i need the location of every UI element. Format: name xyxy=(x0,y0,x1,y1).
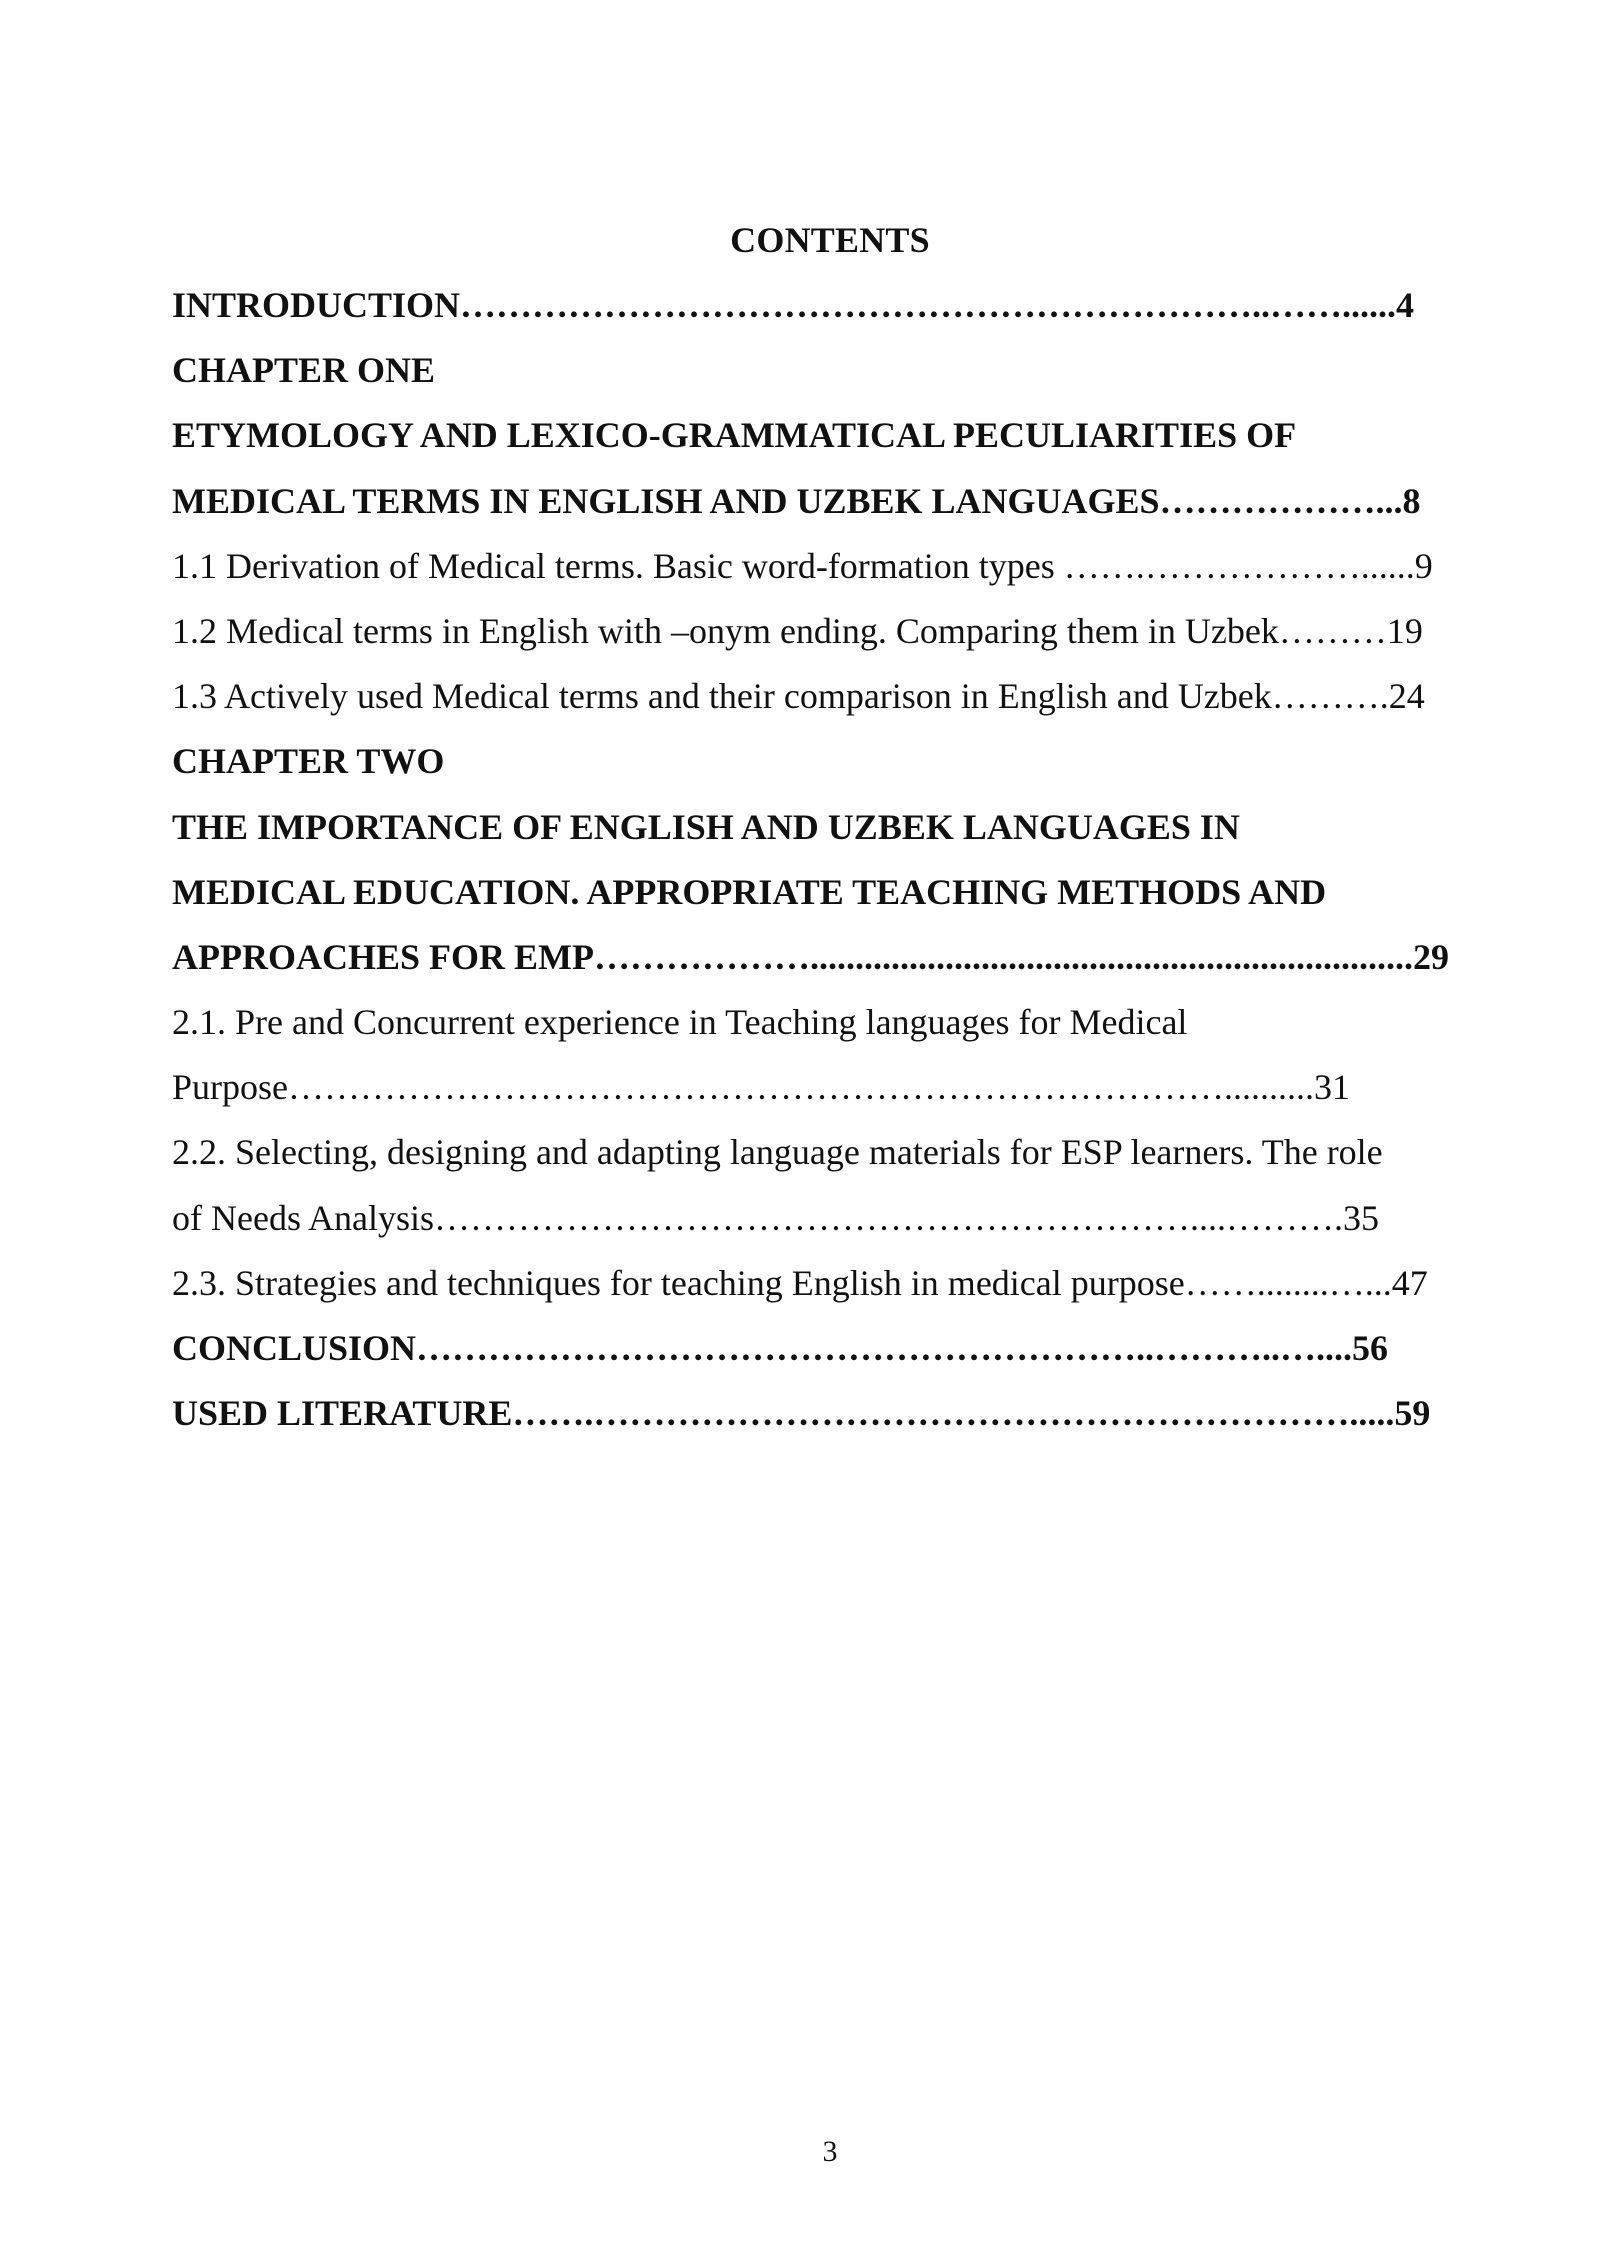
toc-line-section-1-3: 1.3 Actively used Medical terms and their comparison in English and Uzbek……….24 xyxy=(172,676,1425,717)
toc-line-chapter-two: CHAPTER TWO xyxy=(172,741,445,782)
page-number: 3 xyxy=(822,2135,838,2168)
toc-line-chapter-two-title-3: APPROACHES FOR EMP………………...................................................................29 xyxy=(172,936,1449,977)
table-of-contents xyxy=(172,283,1492,1456)
toc-line-section-1-1: 1.1 Derivation of Medical terms. Basic word-formation types …….………………......9 xyxy=(172,545,1433,586)
toc-line-section-2-3: 2.3. Strategies and techniques for teaching English in medical purpose……........…...47 xyxy=(172,1262,1428,1303)
toc-line-chapter-two-title-1: THE IMPORTANCE OF ENGLISH AND UZBEK LANGUAGES IN xyxy=(172,806,1240,847)
toc-line-section-2-1-part-2: Purpose……………………………………………………………………..........31 xyxy=(172,1067,1350,1108)
toc-line-used-literature: USED LITERATURE…….……………………………………………………….....59 xyxy=(172,1393,1431,1434)
contents-title: CONTENTS xyxy=(730,220,930,260)
toc-line-conclusion: CONCLUSION……………………………………………………..………..…....56 xyxy=(172,1328,1389,1368)
toc-line-introduction: INTRODUCTION…………………………………………………………..……......4 xyxy=(172,285,1415,325)
toc-line-section-2-2-part-2: of Needs Analysis………………………………………………………....……….35 xyxy=(172,1197,1379,1238)
toc-line-section-2-1-part-1: 2.1. Pre and Concurrent experience in Teaching languages for Medical xyxy=(172,1002,1188,1043)
toc-line-section-1-2: 1.2 Medical terms in English with –onym ending. Comparing them in Uzbek………19 xyxy=(172,610,1423,651)
toc-line-chapter-two-title-2: MEDICAL EDUCATION. APPROPRIATE TEACHING METHODS AND xyxy=(172,871,1327,912)
toc-line-section-2-2-part-1: 2.2. Selecting, designing and adapting language materials for ESP learners. The role xyxy=(172,1132,1383,1173)
toc-line-chapter-one: CHAPTER ONE xyxy=(172,350,436,391)
toc-line-chapter-one-title-1: ETYMOLOGY AND LEXICO-GRAMMATICAL PECULIARITIES OF xyxy=(172,415,1297,456)
toc-line-chapter-one-title-2: MEDICAL TERMS IN ENGLISH AND UZBEK LANGUAGES………………...8 xyxy=(172,480,1421,521)
